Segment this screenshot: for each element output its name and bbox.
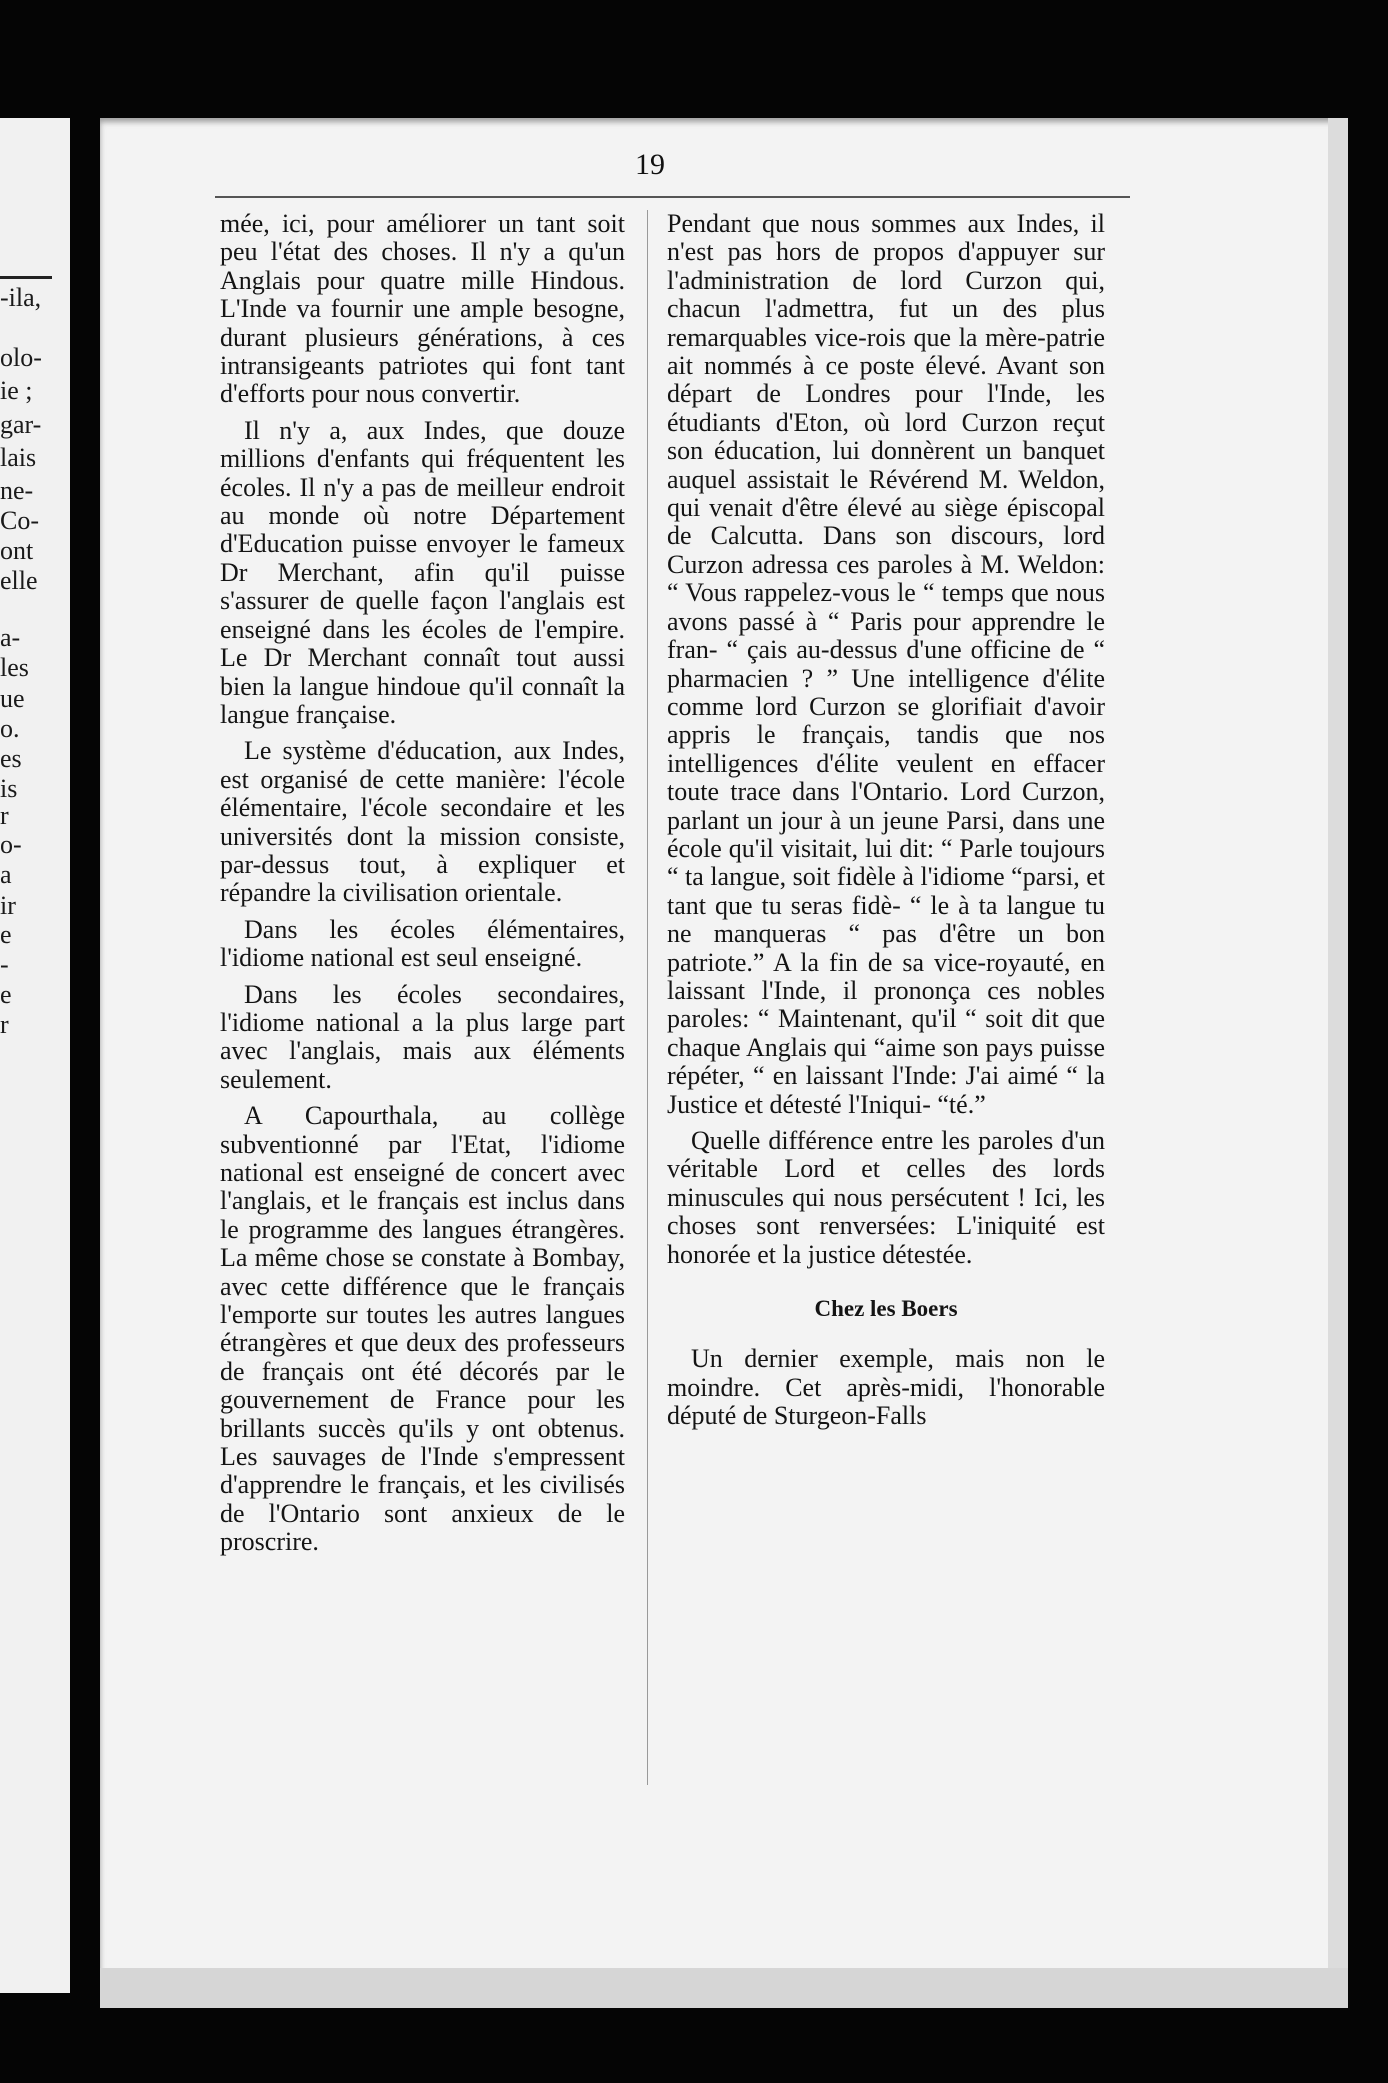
facing-page-fragment: e [0,920,12,949]
paragraph: Dans les écoles élémentaires, l'idiome national est seul enseigné. [220,914,625,973]
facing-page-fragment: Co- [0,506,39,535]
section-heading: Chez les Boers [814,1296,958,1322]
facing-page-fragment: ue [0,684,25,713]
header-rule [215,196,1130,198]
facing-page-fragment: ne- [0,476,34,505]
page-bottom-band [100,1968,1348,2008]
facing-page-fragment: lais [0,443,37,472]
facing-page-fragment: gar- [0,410,42,439]
facing-page-fragment: is [0,774,18,803]
facing-page-fragment: e [0,980,12,1009]
facing-page-fragment: ont [0,536,34,565]
facing-page-fragment: o- [0,830,22,859]
paragraph: Dans les écoles secondaires, l'idiome national a la plus large part avec l'anglais, mais aux éléments seulement. [220,979,625,1094]
facing-page-fragment: olo- [0,343,42,372]
facing-page-rule [0,276,52,279]
facing-page-fragment: r [0,1010,9,1039]
column-divider [647,210,648,1785]
facing-page-fragment: ir [0,891,16,920]
facing-page-fragment: les [0,653,29,682]
page-edge [1328,118,1348,2008]
paragraph: Un dernier exemple, mais non le moindre. Cet après-midi, l'honorable député de Sturgeon-Falls [667,1344,1105,1431]
facing-page-fragment: ie ; [0,376,33,405]
facing-page-fragment: a- [0,623,21,652]
facing-page-fragment: a [0,860,12,889]
paragraph: Le système d'éducation, aux Indes, est organisé de cette manière: l'école élémentaire, l'école secondaire et les universités dont la mission consiste, par-dessus tout, à expliquer et répandre la civilisation orientale. [220,736,625,908]
paragraph: A Capourthala, au collège subventionné par l'Etat, l'idiome national est enseigné de concert avec l'anglais, et le français est inclus dans le programme des langues étrangères. La même chose se constate à Bombay, avec cette différence que le français l'emporte sur toutes les autres langues étrangères et que deux des professeurs de français ont été décorés par le gouvernement de France pour les brillants succès qu'ils y ont obtenus. Les sauvages de l'Inde s'empressent d'apprendre le français, et les civilisés de l'Ontario sont anxieux de le proscrire. [220,1101,625,1557]
page-number: 19 [635,148,665,181]
left-column [220,210,625,1557]
right-column [667,210,1105,1431]
paragraph: Quelle différence entre les paroles d'un véritable Lord et celles des lords minuscules qui nous persécutent ! Ici, les choses sont renversées: L'iniquité est honorée et la justice détestée. [667,1126,1105,1269]
facing-page-fragment: -ila, [0,283,42,312]
paragraph: Pendant que nous sommes aux Indes, il n'est pas hors de propos d'appuyer sur l'administration de lord Curzon qui, chacun l'admettra, fut un des plus remarquables vice-rois que la mère-patrie ait nommés à ce poste élevé. Avant son départ de Londres pour l'Inde, les étudiants d'Eton, où lord Curzon reçut son éducation, lui donnèrent un banquet auquel assistait le Révérend M. Weldon, qui venait d'être élevé au siège épiscopal de Calcutta. Dans son discours, lord Curzon adressa ces paroles à M. Weldon: “ Vous rappelez-vous le “ temps que nous avons passé à “ Paris pour apprendre le fran- “ çais au-dessus d'une officine de “ pharmacien ? ” Une intelligence d'élite comme lord Curzon se glorifiait d'avoir appris le français, tandis que nos intelligences d'élite veulent en effacer toute trace dans l'Ontario. Lord Curzon, parlant un jour à un jeune Parsi, dans une école qu'il visitait, lui dit: “ Parle toujours “ ta langue, soit fidèle à l'idiome “parsi, et tant que tu seras fidè- “ le à ta langue tu ne manqueras “ pas d'être un bon patriote.” A la fin de sa vice-royauté, en laissant l'Inde, il prononça ces nobles paroles: “ Maintenant, qu'il “ soit dit que chaque Anglais qui “aime son pays puisse répéter, “ en laissant l'Inde: J'ai aimé “ la Justice et détesté l'Iniqui- “té.” [667,209,1105,1119]
facing-page-fragment: r [0,801,9,830]
paragraph: mée, ici, pour améliorer un tant soit peu l'état des choses. Il n'y a qu'un Anglais pour quatre mille Hindous. L'Inde va fournir une ample besogne, durant plusieurs générations, à ces intransigeants patriotes qui font tant d'efforts pour nous convertir. [220,209,625,409]
facing-page-fragment: o. [0,714,20,743]
facing-page-fragment: elle [0,566,38,595]
facing-page-fragment: - [0,950,9,979]
paragraph: Il n'y a, aux Indes, que douze millions d'enfants qui fréquentent les écoles. Il n'y a pas de meilleur endroit au monde où notre Département d'Education puisse envoyer le fameux Dr Merchant, afin qu'il puisse s'assurer de quelle façon l'anglais est enseigné dans les écoles de l'empire. Le Dr Merchant connaît tout aussi bien la langue hindoue qu'il connaît la langue française. [220,415,625,729]
facing-page-fragment: es [0,744,22,773]
